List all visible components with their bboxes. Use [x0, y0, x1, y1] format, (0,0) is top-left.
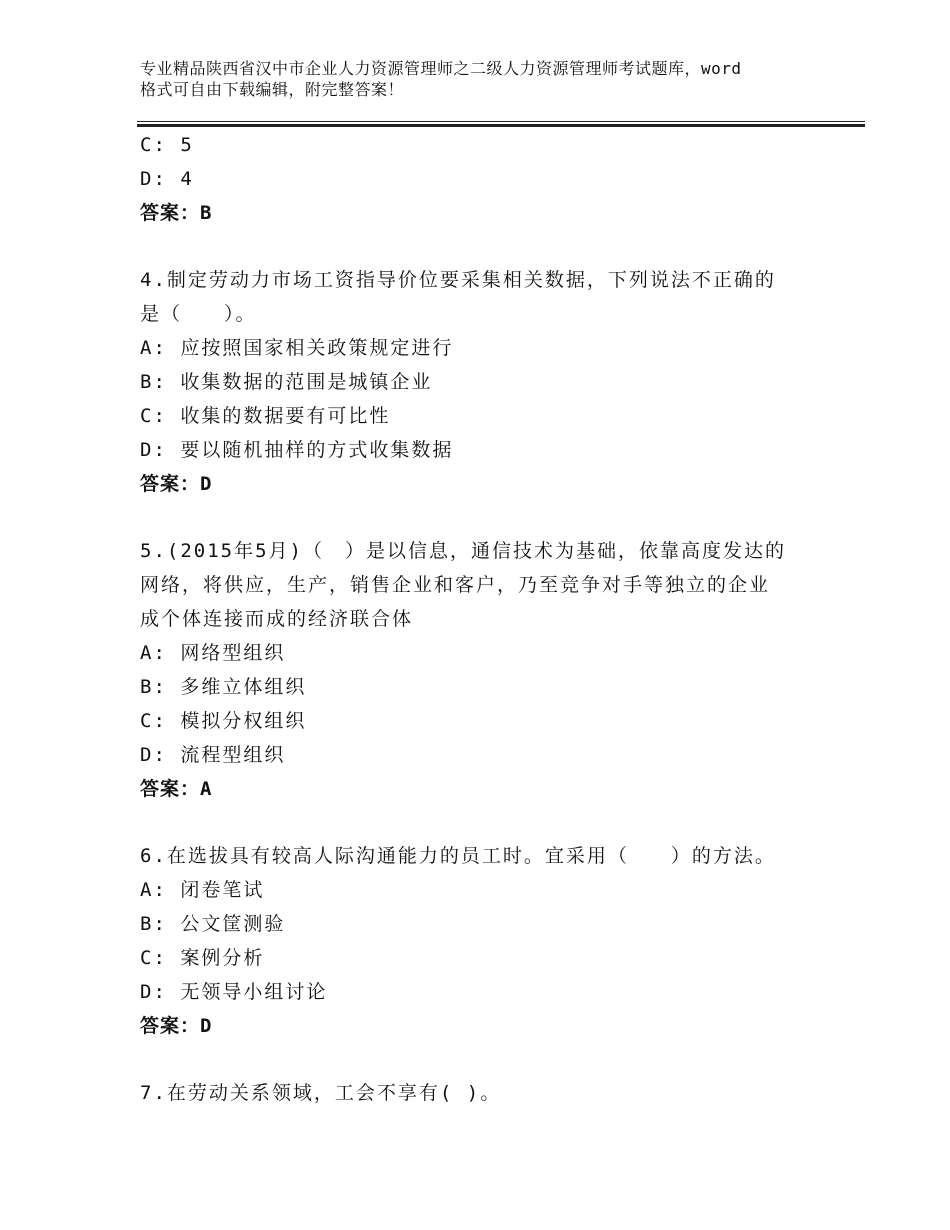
answer: 答案：A [140, 778, 213, 800]
option-b: B: 多维立体组织 [140, 676, 307, 698]
option-d: D: 要以随机抽样的方式收集数据 [140, 439, 454, 461]
header-title-line-2: 格式可自由下载编辑，附完整答案！ [140, 80, 405, 99]
question-spacer [140, 806, 830, 839]
option-b: B: 收集数据的范围是城镇企业 [140, 371, 433, 393]
option-c: C: 5 [140, 134, 194, 156]
question-text: 网络，将供应，生产，销售企业和客户，乃至竞争对手等独立的企业 [140, 574, 771, 596]
question-text: 是（ ）。 [140, 303, 257, 325]
question-text: 4.制定劳动力市场工资指导价位要采集相关数据，下列说法不正确的 [140, 269, 776, 291]
answer: 答案：B [140, 202, 213, 224]
question-3-tail [140, 128, 830, 230]
question-text: 5.(2015年5月)（ ）是以信息，通信技术为基础，依靠高度发达的 [140, 540, 786, 562]
header-divider-thin [137, 121, 865, 122]
question-text: 7.在劳动关系领域，工会不享有( )。 [140, 1082, 502, 1104]
answer: 答案：D [140, 473, 213, 495]
option-b: B: 公文筐测验 [140, 913, 286, 935]
answer: 答案：D [140, 1015, 213, 1037]
header-title-line-1: 专业精品陕西省汉中市企业人力资源管理师之二级人力资源管理师考试题库，word [140, 59, 742, 78]
option-c: C: 案例分析 [140, 947, 265, 969]
question-text: 6.在选拔具有较高人际沟通能力的员工时。宜采用（ ）的方法。 [140, 845, 776, 867]
option-c: C: 收集的数据要有可比性 [140, 405, 391, 427]
page-header [140, 58, 840, 100]
question-spacer [140, 1043, 830, 1076]
option-c: C: 模拟分权组织 [140, 710, 307, 732]
option-d: D: 无领导小组讨论 [140, 981, 328, 1003]
question-list [140, 128, 830, 1110]
option-d: D: 流程型组织 [140, 744, 286, 766]
question-spacer [140, 501, 830, 534]
option-d: D: 4 [140, 168, 194, 190]
option-a: A: 闭卷笔试 [140, 879, 265, 901]
question-7 [140, 1076, 830, 1110]
option-a: A: 应按照国家相关政策规定进行 [140, 337, 454, 359]
question-spacer [140, 230, 830, 263]
question-text: 成个体连接而成的经济联合体 [140, 608, 414, 630]
question-5 [140, 534, 830, 806]
option-a: A: 网络型组织 [140, 642, 286, 664]
question-4 [140, 263, 830, 501]
question-6 [140, 839, 830, 1043]
header-divider-thick [137, 124, 865, 127]
